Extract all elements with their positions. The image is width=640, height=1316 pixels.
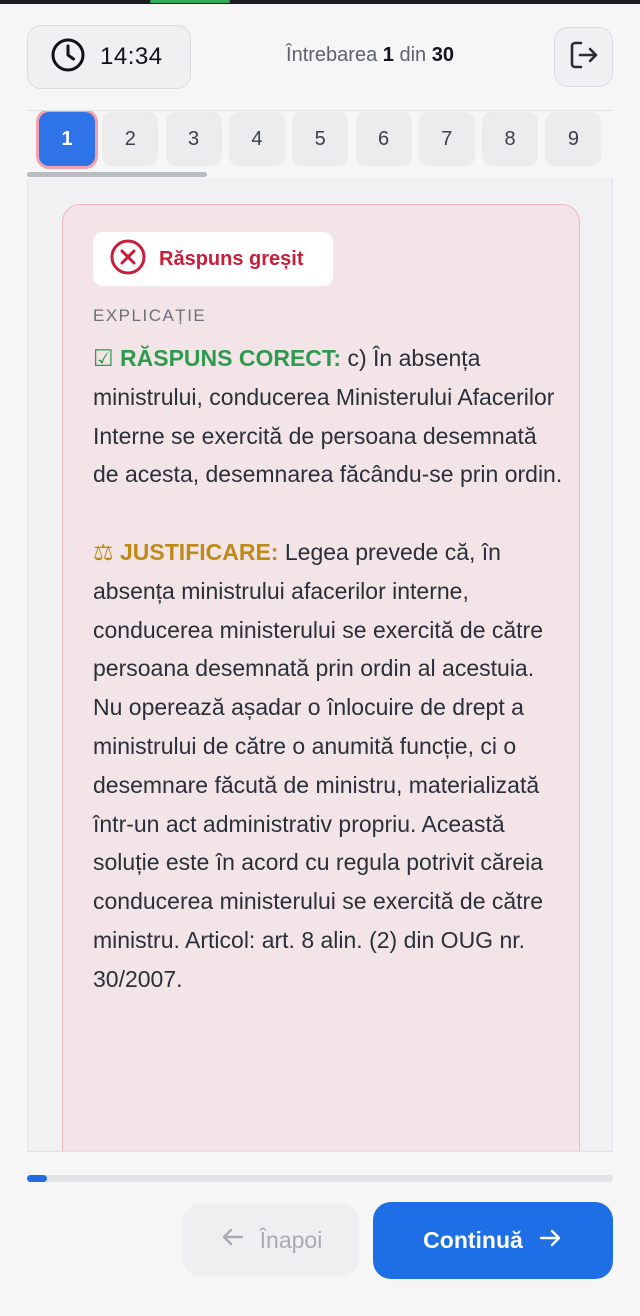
result-status-badge [93,232,333,286]
quiz-progress-bar [27,1175,613,1182]
explanation-heading: EXPLICAȚIE [93,306,207,325]
continue-button[interactable] [373,1202,613,1279]
explanation-card [62,204,580,1152]
back-button-label: Înapoi [259,1226,323,1253]
logout-icon [567,38,601,77]
paragraph-gap [93,494,563,533]
question-counter-sep: din [399,44,427,66]
question-counter-prefix: Întrebarea [286,44,378,66]
question-number-strip [27,110,613,178]
question-number-5[interactable]: 5 [292,112,348,166]
timer-value: 14:34 [100,43,163,70]
question-number-1[interactable]: 1 [39,112,95,166]
content-panel [27,178,613,1152]
timer-display [27,25,191,89]
question-number-2[interactable]: 2 [102,112,158,166]
question-number-7[interactable]: 7 [419,112,475,166]
question-counter-current: 1 [382,44,394,66]
question-strip-scrollbar[interactable] [27,172,207,177]
question-number-8[interactable]: 8 [482,112,538,166]
arrow-left-icon [220,1224,260,1256]
question-number-3[interactable]: 3 [166,112,222,166]
explanation-body [93,339,563,999]
correct-answer-paragraph [93,339,563,494]
question-number-9[interactable]: 9 [545,112,601,166]
question-counter [210,44,530,67]
continue-button-label: Continuă [423,1227,523,1253]
justification-label: ⚖ JUSTIFICARE: [93,538,279,565]
result-status-label: Răspuns greșit [159,247,304,270]
exit-button[interactable] [554,27,613,87]
justification-paragraph [93,533,563,999]
justification-text: Legea prevede că, în absența ministrului afacerilor interne, conducerea ministerului se exercită de către persoana desemnată prin ordin al acestuia. Nu operează așadar o înlocuire de drept a ministrului de către o anumită funcție, ci o desemnare făcută de ministru, materializată într-un act administrativ propriu. Această soluție este în acord cu regula potrivit căreia conducerea ministerului se exercită de către ministru. Articol: art. 8 alin. (2) din OUG nr. 30/2007. [93,538,544,992]
question-counter-total: 30 [431,44,454,66]
correct-answer-label: ☑ RĂSPUNS CORECT: [93,345,342,371]
status-bar-strip [0,0,640,4]
question-number-6[interactable]: 6 [356,112,412,166]
quiz-header [0,20,640,96]
arrow-right-icon [523,1225,563,1257]
question-number-4[interactable]: 4 [229,112,285,166]
correct-answer-text: c) În absența ministrului, conducerea Ministerului Afacerilor Interne se exercită de persoana desemnată de acesta, desemnarea făcându-se prin ordin. [93,345,563,488]
back-button[interactable] [183,1203,359,1277]
status-bar-highlight [150,0,230,3]
close-circle-icon [109,238,147,281]
clock-icon [50,37,86,78]
quiz-progress-fill [27,1175,47,1182]
